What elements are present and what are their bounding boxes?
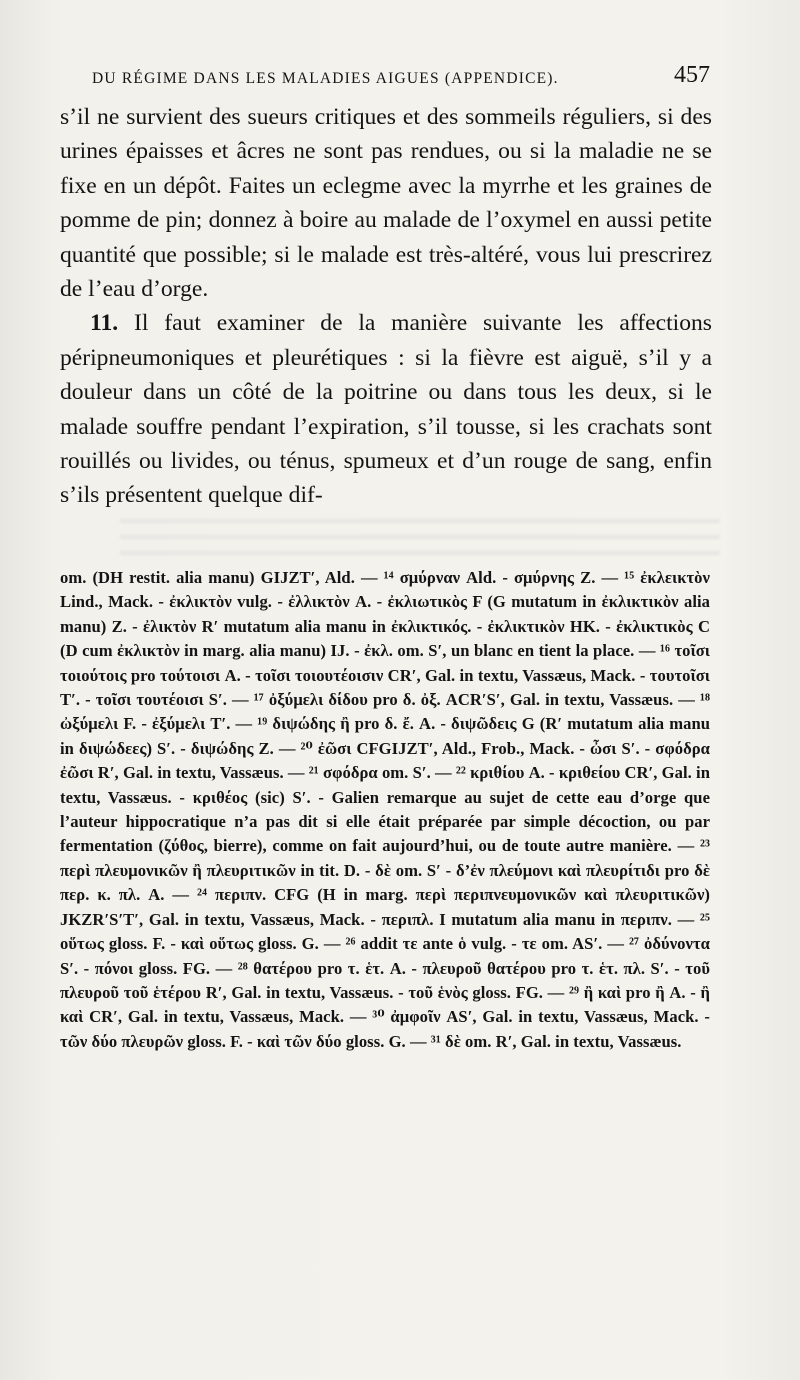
- paragraph-section-11: [60, 306, 712, 512]
- main-text: [60, 100, 712, 513]
- running-header: [90, 62, 710, 96]
- show-through-texture: [120, 512, 720, 562]
- page-number: 457: [674, 62, 710, 88]
- footnotes: [60, 566, 710, 1054]
- section-text: Il faut examiner de la manière suivante les affections péripneumoniques et pleurétiques : si la fièvre est aiguë, s’il y a douleur dans un côté de la poitrine ou dans tous les deux, si le malade souffre pendant l’expiration, s’il tousse, si les crachats sont rouillés ou livides, ou ténus, spumeux et d’un rouge de sang, enfin s’ils présentent quelque dif-: [60, 310, 712, 509]
- section-number: 11.: [90, 310, 119, 337]
- footnote-text: om. (DH restit. alia manu) GIJZT′, Ald. — ¹⁴ σμύρναν Ald. - σμύρνης Z. — ¹⁵ ἐκλεικτὸν Lind., Mack. - ἐκλικτὸν vulg. - ἐλλικτὸν A. - ἐκλιωτικὸς F (G mutatum in ἐκλικτικὸν alia manu) Z. - ἐλικτὸν R′ mutatum alia manu in ἐκλικτικός. - ἐκλικτικὸν HK. - ἐκλικτικὸς C (D cum ἐκλικτὸν in marg. alia manu) IJ. - ἐκλ. om. S′, un blanc en tient la place. — ¹⁶ τοῖσι τοιούτοις pro τούτοισι A. - τοῖσι τοιουτέοισιν CR′, Gal. in textu, Vassæus, Mack. - τουτοῖσι T′. - τοῖσι τουτέοισι S′. — ¹⁷ ὀξύμελι δίδου pro δ. ὀξ. ACR′S′, Gal. in textu, Vassæus. — ¹⁸ ὠξύμελι F. - ἐξύμελι T′. — ¹⁹ διψώδης ἢ pro δ. ἔ. A. - διψῶδεις G (R′ mutatum alia manu in διψώδεες) S′. - διψώδης Z. — ²⁰ ἐῶσι CFGIJZT′, Ald., Frob., Mack. - ὦσι S′. - σφόδρα ἐῶσι R′, Gal. in textu, Vassæus. — ²¹ σφόδρα om. S′. — ²² κριθίου A. - κριθείου CR′, Gal. in textu, Vassæus. - κριθέος (sic) S′. - Galien remarque au sujet de cette eau d’orge que l’auteur hippocratique n’a pas dit si elle était préparée par simple décoction, ou par fermentation (ζύθος, bierre), comme on fait aujourd’hui, ou de toute autre manière. — ²³ περὶ πλευμονικῶν ἢ πλευριτικῶν in tit. D. - δὲ om. S′ - δ’ἐν πλεύμονι καὶ πλευρίτιδι pro δὲ περ. κ. πλ. A. — ²⁴ περιπν. CFG (H in marg. περὶ περιπνευμονικῶν καὶ πλευριτικῶν) JKZR′S′T′, Gal. in textu, Vassæus, Mack. - περιπλ. I mutatum alia manu in περιπν. — ²⁵ οὕτως gloss. F. - καὶ οὕτως gloss. G. — ²⁶ addit τε ante ὁ vulg. - τε om. AS′. — ²⁷ ὀδύνοντα S′. - πόνοι gloss. FG. — ²⁸ θατέρου pro τ. ἑτ. A. - πλευροῦ θατέρου pro τ. ἑτ. πλ. S′. - τοῦ πλευροῦ τοῦ ἑτέρου R′, Gal. in textu, Vassæus. - τοῦ ἑνὸς gloss. FG. — ²⁹ ἢ καὶ pro ἢ A. - ἢ καὶ CR′, Gal. in textu, Vassæus, Mack. — ³⁰ ἀμφοῖν AS′, Gal. in textu, Vassæus, Mack. - τῶν δύο πλευρῶν gloss. F. - καὶ τῶν δύο gloss. G. — ³¹ δὲ om. R′, Gal. in textu, Vassæus.: [60, 568, 710, 1051]
- running-title: DU RÉGIME DANS LES MALADIES AIGUES (APPENDICE).: [92, 70, 559, 87]
- paragraph-continued: s’il ne survient des sueurs critiques et des sommeils réguliers, si des urines épaisses et âcres ne sont pas rendues, ou si la maladie ne se fixe en un dépôt. Faites un eclegme avec la myrrhe et les graines de pomme de pin; donnez à boire au malade de l’oxymel en aussi petite quantité que possible; si le malade est très-altéré, vous lui prescrirez de l’eau d’orge.: [60, 104, 712, 303]
